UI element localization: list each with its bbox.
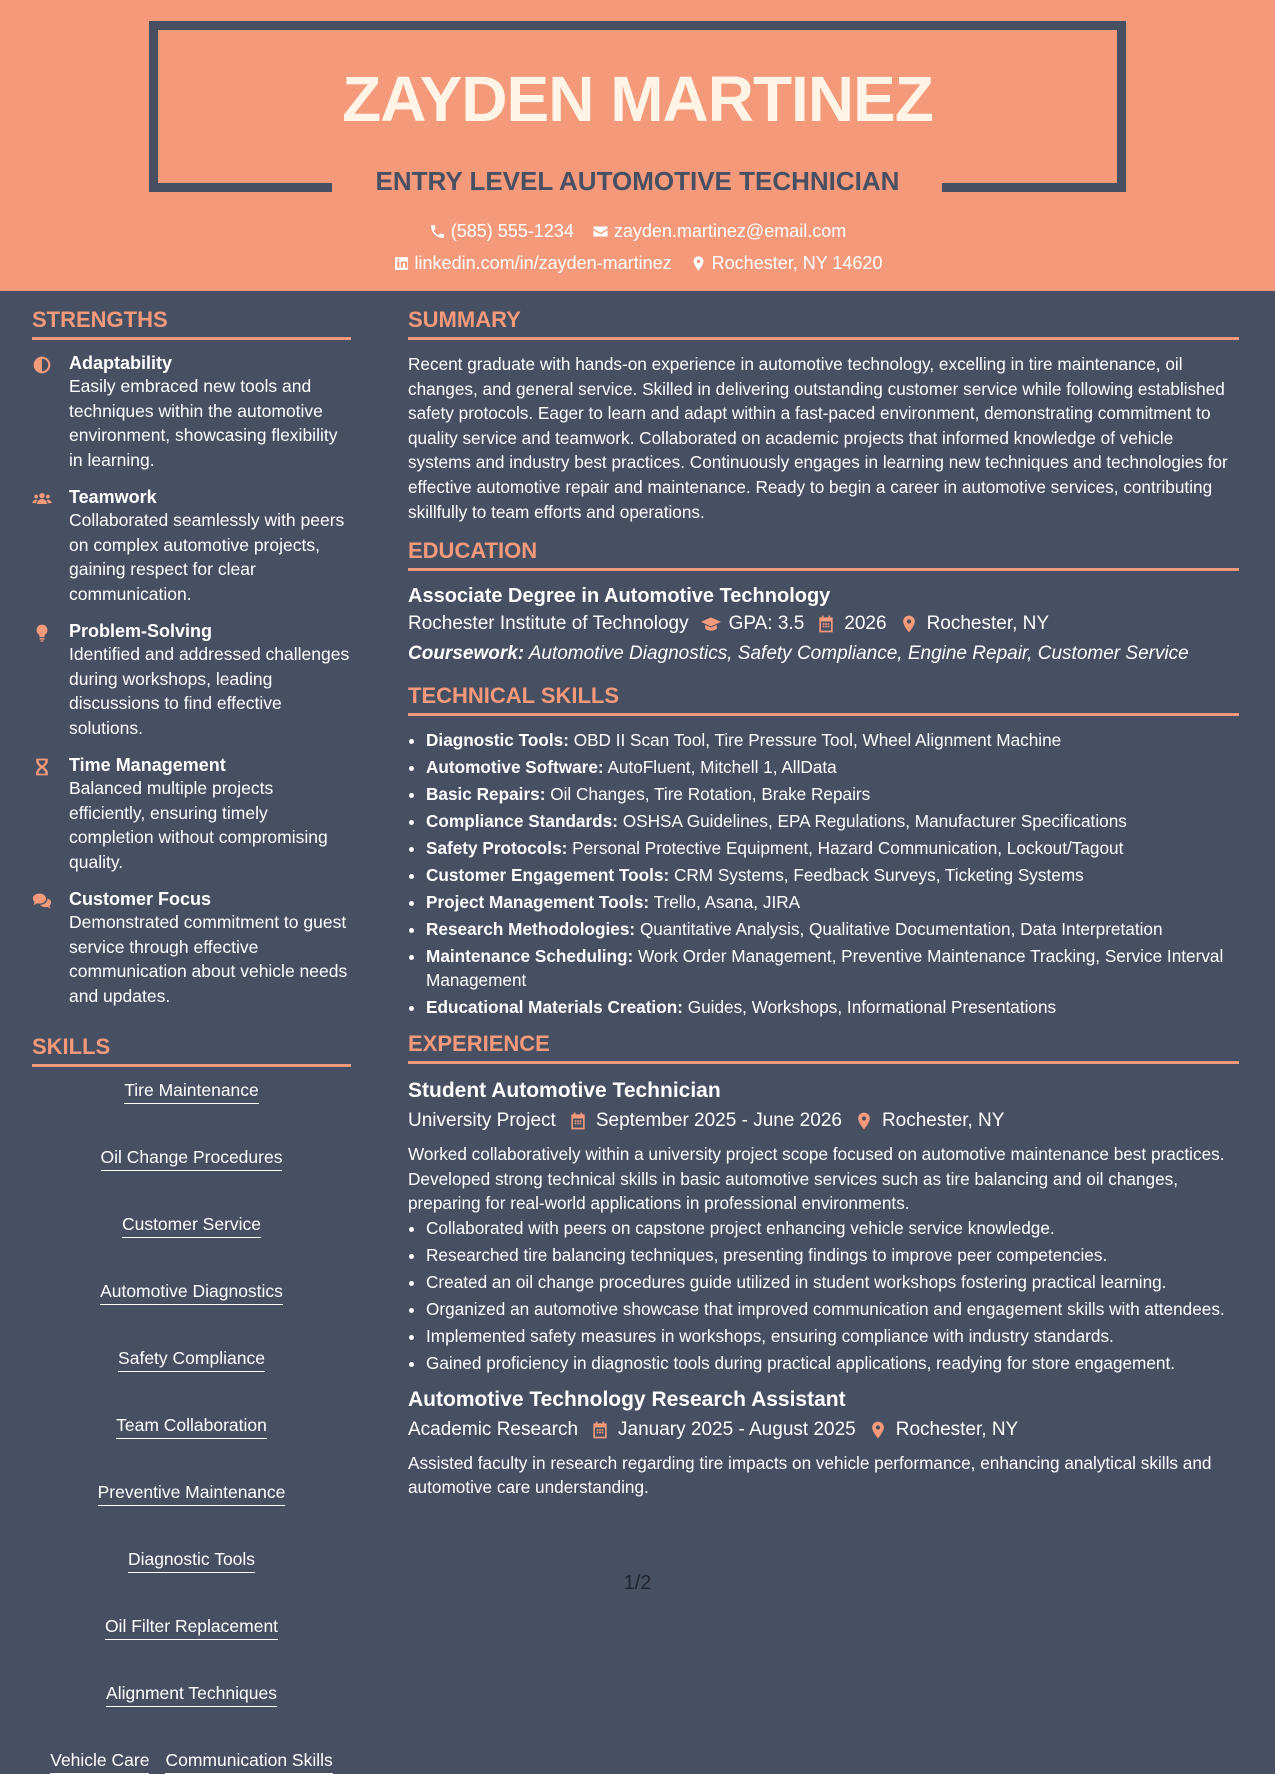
tech-skill-item (426, 755, 1239, 779)
tech-skill-item (426, 890, 1239, 914)
lightbulb-icon (32, 623, 52, 643)
job-title: Automotive Technology Research Assistant (408, 1387, 846, 1411)
job-meta (408, 1106, 1239, 1136)
strength-desc: Balanced multiple projects efficiently, ensuring timely completion without compromising quality. (69, 778, 328, 872)
job-location: Rochester, NY (881, 1110, 1005, 1132)
strength-title: Time Management (69, 755, 226, 775)
tech-skill-label: Automotive Software: (426, 757, 604, 778)
tech-skill-value: Guides, Workshops, Informational Presentations (687, 997, 1057, 1018)
tech-skill-label: Customer Engagement Tools: (426, 865, 670, 886)
phone-text: (585) 555-1234 (450, 221, 574, 241)
strength-item (32, 352, 351, 472)
job-bullet: • Created an oil change procedures guide utilized in student workshops fostering practical learning. (426, 1270, 1239, 1294)
strengths-heading: STRENGTHS (32, 307, 351, 340)
strength-item (32, 888, 351, 1008)
coursework-text: Automotive Diagnostics, Safety Compliance, Engine Repair, Customer Service (528, 643, 1189, 665)
strength-desc: Demonstrated commitment to guest service through effective communication about vehicle needs and updates. (69, 912, 348, 1006)
tech-skill-value: OBD II Scan Tool, Tire Pressure Tool, Wheel Alignment Machine (573, 730, 1062, 751)
strength-item (32, 754, 351, 874)
tech-skill-value: Trello, Asana, JIRA (653, 892, 801, 913)
page-number: 1/2 (623, 1572, 652, 1594)
coursework (408, 639, 1239, 669)
skill-tag: Communication Skills (165, 1749, 332, 1774)
map-marker-icon (690, 255, 707, 272)
strength-title: Problem-Solving (69, 621, 213, 641)
skill-tag: Diagnostic Tools (128, 1548, 255, 1573)
tech-skill-label: Diagnostic Tools: (426, 730, 569, 751)
experience-heading: EXPERIENCE (408, 1031, 1239, 1064)
tech-skill-label: Project Management Tools: (426, 892, 650, 913)
skill-tag: Alignment Techniques (106, 1682, 277, 1707)
users-icon (32, 489, 52, 509)
technical-skills-heading: TECHNICAL SKILLS (408, 683, 1239, 716)
skill-tag: Oil Change Procedures (101, 1146, 283, 1171)
job-title: Student Automotive Technician (408, 1079, 721, 1103)
phone-icon (429, 223, 446, 240)
tech-skill-label: Compliance Standards: (426, 811, 618, 832)
skill-tag: Preventive Maintenance (98, 1481, 286, 1506)
strength-title: Adaptability (69, 353, 173, 373)
job-desc: Assisted faculty in research regarding tire impacts on vehicle performance, enhancing analytical skills and automotive care understanding. (408, 1452, 1212, 1498)
job-entry (408, 1385, 1239, 1500)
calendar-icon (816, 614, 836, 634)
job-bullets (408, 1216, 1239, 1375)
summary-text: Recent graduate with hands-on experience in automotive technology, excelling in tire maintenance, oil changes, and general service. Skilled in delivering outstanding customer service while following established safety protocols. Eager to learn and adapt within a fast-paced environment, demonstrating commitment to quality service and teamwork. Collaborated on academic projects that informed knowledge of vehicle systems and industry best practices. Continuously engages in learning new techniques and technologies for effective automotive repair and maintenance. Ready to begin a career in automotive services, contributing skillfully to team efforts and operations. (408, 354, 1228, 522)
job-bullet: • Gained proficiency in diagnostic tools during practical applications, readying for store engagement. (426, 1351, 1239, 1375)
skill-tag: Oil Filter Replacement (105, 1615, 278, 1640)
tech-skill-value: Work Order Management, Preventive Maintenance Tracking, Service Interval Management (426, 946, 1224, 991)
tech-skill-item (426, 917, 1239, 941)
technical-skills-list (408, 728, 1239, 1019)
strength-title: Customer Focus (69, 889, 212, 909)
job-bullet: • Collaborated with peers on capstone project enhancing vehicle service knowledge. (426, 1216, 1239, 1240)
location-text: Rochester, NY 14620 (711, 253, 883, 273)
candidate-name: ZAYDEN MARTINEZ (342, 63, 933, 135)
phone-contact (429, 221, 574, 242)
job-org: University Project (408, 1110, 556, 1132)
contact-row-2 (0, 253, 1275, 274)
tech-skill-item (426, 809, 1239, 833)
email-text[interactable]: zayden.martinez@email.com (613, 221, 847, 241)
graduation-year: 2026 (844, 613, 887, 635)
comments-icon (32, 891, 52, 911)
job-meta (408, 1415, 1239, 1445)
job-entry (408, 1076, 1239, 1375)
strength-title: Teamwork (69, 487, 157, 507)
skills-list (32, 1079, 351, 1774)
tech-skill-value: Personal Protective Equipment, Hazard Communication, Lockout/Tagout (572, 838, 1124, 859)
job-desc: Worked collaboratively within a university project scope focused on automotive maintenance best practices. Developed strong technical skills in basic automotive services such as tire balancing and oil changes, preparing for real-world applications in professional environments. (408, 1144, 1225, 1214)
calendar-icon (590, 1420, 610, 1440)
skill-tag: Tire Maintenance (124, 1079, 259, 1104)
education-heading: EDUCATION (408, 538, 1239, 571)
tech-skill-item (426, 728, 1239, 752)
tech-skill-value: Oil Changes, Tire Rotation, Brake Repairs (550, 784, 871, 805)
tech-skill-label: Educational Materials Creation: (426, 997, 683, 1018)
email-contact[interactable] (592, 221, 846, 242)
header (0, 0, 1275, 291)
job-bullet: • Researched tire balancing techniques, presenting findings to improve peer competencies. (426, 1243, 1239, 1267)
skills-heading: SKILLS (32, 1034, 351, 1067)
skill-tag: Vehicle Care (50, 1749, 149, 1774)
job-dates: January 2025 - August 2025 (618, 1418, 856, 1440)
job-dates: September 2025 - June 2026 (595, 1110, 842, 1132)
strength-item (32, 486, 351, 606)
skill-tag: Safety Compliance (118, 1347, 265, 1372)
right-column (408, 291, 1239, 1500)
map-marker-icon (868, 1420, 888, 1440)
strength-desc: Collaborated seamlessly with peers on complex automotive projects, gaining respect for clear communication. (69, 510, 345, 604)
summary-heading: SUMMARY (408, 307, 1239, 340)
tech-skill-label: Research Methodologies: (426, 919, 636, 940)
graduation-cap-icon (701, 614, 721, 634)
tech-skill-value: AutoFluent, Mitchell 1, AllData (607, 757, 837, 778)
tech-skill-value: Quantitative Analysis, Qualitative Documentation, Data Interpretation (639, 919, 1163, 940)
calendar-icon (568, 1111, 588, 1131)
school-location: Rochester, NY (926, 613, 1050, 635)
contact-row-1 (0, 221, 1275, 242)
envelope-icon (592, 223, 609, 240)
adjust-icon (32, 355, 52, 375)
linkedin-icon (393, 255, 410, 272)
hourglass-icon (32, 757, 52, 777)
tech-skill-label: Basic Repairs: (426, 784, 546, 805)
left-column (32, 291, 351, 1774)
tech-skill-label: Maintenance Scheduling: (426, 946, 634, 967)
map-marker-icon (899, 614, 919, 634)
job-org: Academic Research (408, 1418, 579, 1440)
linkedin-contact[interactable] (393, 253, 672, 274)
strength-desc: Identified and addressed challenges during workshops, leading discussions to find effective solutions. (69, 644, 350, 738)
job-title-heading: ENTRY LEVEL AUTOMOTIVE TECHNICIAN (375, 166, 900, 196)
tech-skill-value: OSHSA Guidelines, EPA Regulations, Manufacturer Specifications (622, 811, 1127, 832)
skill-tag: Automotive Diagnostics (100, 1280, 283, 1305)
strength-item (32, 620, 351, 740)
tech-skill-item (426, 836, 1239, 860)
location-contact (690, 253, 883, 274)
tech-skill-label: Safety Protocols: (426, 838, 568, 859)
job-location: Rochester, NY (895, 1418, 1019, 1440)
tech-skill-item (426, 782, 1239, 806)
degree-title: Associate Degree in Automotive Technology (408, 585, 831, 608)
job-bullet: • Implemented safety measures in workshops, ensuring compliance with industry standards. (426, 1324, 1239, 1348)
skill-tag: Team Collaboration (116, 1414, 267, 1439)
school-name: Rochester Institute of Technology (408, 613, 689, 635)
tech-skill-item (426, 863, 1239, 887)
job-bullet: • Organized an automotive showcase that improved communication and engagement skills with attendees. (426, 1297, 1239, 1321)
tech-skill-value: CRM Systems, Feedback Surveys, Ticketing Systems (673, 865, 1084, 886)
education-meta (408, 609, 1239, 639)
linkedin-text[interactable]: linkedin.com/in/zayden-martinez (414, 253, 672, 273)
strength-desc: Easily embraced new tools and techniques within the automotive environment, showcasing flexibility in learning. (69, 376, 338, 470)
skill-tag: Customer Service (122, 1213, 261, 1238)
tech-skill-item (426, 995, 1239, 1019)
coursework-label: Coursework: (408, 643, 525, 665)
gpa-text: GPA: 3.5 (728, 613, 805, 635)
tech-skill-item (426, 944, 1239, 992)
map-marker-icon (854, 1111, 874, 1131)
